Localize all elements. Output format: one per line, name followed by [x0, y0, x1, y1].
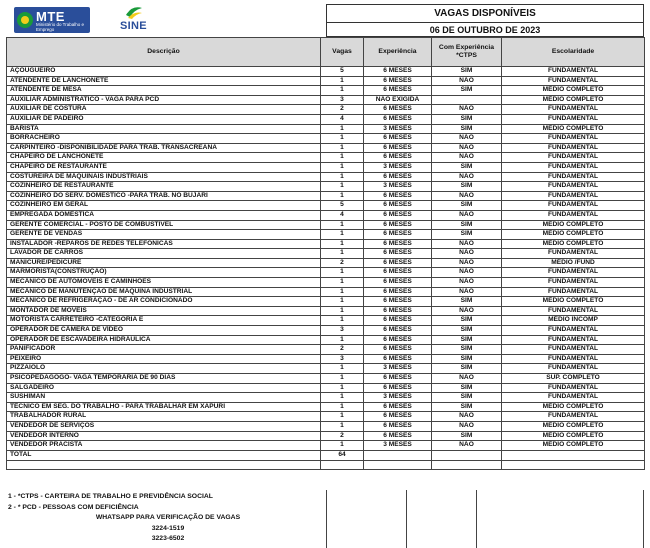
cell-vagas: 1 [321, 402, 364, 412]
cell-ctps: SIM [432, 326, 502, 336]
cell-descricao: CHAPEIRO DE LANCHONETE [7, 153, 321, 163]
cell-experiencia: 6 MESES [364, 220, 432, 230]
cell-experiencia: 6 MESES [364, 326, 432, 336]
cell-escolaridade: FUNDAMENTAL [502, 249, 645, 259]
cell-descricao: INSTALADOR -REPAROS DE REDES TELEFÔNICAS [7, 239, 321, 249]
cell-vagas: 1 [321, 383, 364, 393]
cell-ctps: NÃO [432, 421, 502, 431]
cell-ctps [432, 95, 502, 105]
column-header-experiencia: Experiência [364, 38, 432, 67]
table-row [7, 402, 645, 412]
cell-ctps: SIM [432, 86, 502, 96]
cell-escolaridade: FUNDAMENTAL [502, 287, 645, 297]
table-row [7, 268, 645, 278]
cell-experiencia: 3 MESES [364, 393, 432, 403]
cell-descricao: PIZZAIOLO [7, 364, 321, 374]
cell-vagas: 3 [321, 354, 364, 364]
cell-vagas: 1 [321, 86, 364, 96]
cell-escolaridade: MÉDIO COMPLETO [502, 220, 645, 230]
cell-descricao: MECÂNICO DE MANUTENÇÃO DE MÁQUINA INDUSTRIAL [7, 287, 321, 297]
mte-logo-text: MTE [36, 9, 65, 24]
cell-descricao: AUXILIAR DE COSTURA [7, 105, 321, 115]
cell-ctps: SIM [432, 230, 502, 240]
cell-escolaridade: MÉDIO COMPLETO [502, 124, 645, 134]
table-row [7, 239, 645, 249]
table-row [7, 105, 645, 115]
column-header-escolaridade: Escolaridade [502, 38, 645, 67]
cell-escolaridade: FUNDAMENTAL [502, 162, 645, 172]
cell-escolaridade: MÉDIO COMPLETO [502, 230, 645, 240]
cell-ctps: SIM [432, 220, 502, 230]
page-date: 06 DE OUTUBRO DE 2023 [327, 22, 643, 38]
cell-ctps: NÃO [432, 306, 502, 316]
blank-cell [321, 460, 364, 469]
cell-experiencia: 6 MESES [364, 412, 432, 422]
cell-escolaridade: FUNDAMENTAL [502, 268, 645, 278]
cell-experiencia: 6 MESES [364, 172, 432, 182]
cell-descricao: ATENDENTE DE LANCHONETE [7, 76, 321, 86]
cell-descricao: EMPREGADA DOMÉSTICA [7, 210, 321, 220]
sine-logo-text: SINE [120, 20, 147, 32]
cell-ctps: NÃO [432, 441, 502, 451]
table-row [7, 191, 645, 201]
cell-escolaridade: FUNDAMENTAL [502, 134, 645, 144]
table-row [7, 258, 645, 268]
cell-experiencia: 6 MESES [364, 134, 432, 144]
cell-vagas: 1 [321, 230, 364, 240]
cell-escolaridade: MÉDIO COMPLETO [502, 95, 645, 105]
cell-vagas: 4 [321, 114, 364, 124]
cell-descricao: SUSHIMAN [7, 393, 321, 403]
table-header-row [7, 38, 645, 67]
table-row [7, 297, 645, 307]
cell-ctps: NÃO [432, 287, 502, 297]
cell-ctps: SIM [432, 201, 502, 211]
cell-experiencia: 6 MESES [364, 114, 432, 124]
cell-ctps: SIM [432, 364, 502, 374]
page-title: VAGAS DISPONÍVEIS [434, 8, 536, 19]
cell-descricao: PANIFICADOR [7, 345, 321, 355]
cell-ctps: SIM [432, 431, 502, 441]
cell-descricao: OPERADOR DE CÂMERA DE VÍDEO [7, 326, 321, 336]
cell-vagas: 4 [321, 210, 364, 220]
total-empty-cell [432, 450, 502, 460]
cell-ctps: NÃO [432, 412, 502, 422]
cell-ctps: SIM [432, 402, 502, 412]
brazil-flag-icon [17, 12, 33, 28]
cell-experiencia: 6 MESES [364, 76, 432, 86]
cell-experiencia: 3 MESES [364, 441, 432, 451]
total-label: TOTAL [7, 450, 321, 460]
sine-logo [118, 5, 152, 37]
cell-experiencia: 6 MESES [364, 345, 432, 355]
cell-escolaridade: FUNDAMENTAL [502, 114, 645, 124]
cell-escolaridade: FUNDAMENTAL [502, 143, 645, 153]
cell-escolaridade: FUNDAMENTAL [502, 153, 645, 163]
cell-descricao: GERENTE DE VENDAS [7, 230, 321, 240]
cell-experiencia: 6 MESES [364, 258, 432, 268]
cell-ctps: NÃO [432, 249, 502, 259]
cell-descricao: BORRACHEIRO [7, 134, 321, 144]
cell-descricao: AUXILIAR DE PADEIRO [7, 114, 321, 124]
cell-experiencia: 6 MESES [364, 153, 432, 163]
cell-descricao: AUXILIAR ADMINISTRATICO - VAGA PARA PCD [7, 95, 321, 105]
cell-vagas: 1 [321, 287, 364, 297]
cell-experiencia: 6 MESES [364, 210, 432, 220]
cell-escolaridade: FUNDAMENTAL [502, 67, 645, 77]
cell-vagas: 1 [321, 153, 364, 163]
cell-ctps: SIM [432, 316, 502, 326]
cell-ctps: NÃO [432, 374, 502, 384]
cell-vagas: 1 [321, 76, 364, 86]
cell-experiencia: 6 MESES [364, 421, 432, 431]
cell-experiencia: 6 MESES [364, 201, 432, 211]
table-body [7, 67, 645, 451]
table-row [7, 354, 645, 364]
cell-ctps: NÃO [432, 239, 502, 249]
phone-1: 3224-1519 [151, 524, 185, 532]
mte-logo-subtext: Ministério do Trabalho e Emprego [36, 22, 85, 32]
cell-experiencia: 6 MESES [364, 316, 432, 326]
cell-ctps: NÃO [432, 268, 502, 278]
cell-experiencia: 6 MESES [364, 383, 432, 393]
footnote-ctps: 1 - *CTPS - CARTEIRA DE TRABALHO E PREVIDÊNCIA SOCIAL [8, 493, 213, 500]
cell-escolaridade: FUNDAMENTAL [502, 412, 645, 422]
cell-escolaridade: MÉDIO COMPLETO [502, 431, 645, 441]
sine-mark-icon [124, 5, 144, 19]
table-row [7, 162, 645, 172]
cell-descricao: GERENTE COMERCIAL - POSTO DE COMBUSTIVEL [7, 220, 321, 230]
cell-experiencia: 6 MESES [364, 105, 432, 115]
cell-ctps: SIM [432, 124, 502, 134]
cell-vagas: 1 [321, 182, 364, 192]
table-row [7, 441, 645, 451]
cell-experiencia: 6 MESES [364, 306, 432, 316]
cell-vagas: 2 [321, 105, 364, 115]
cell-ctps: NÃO [432, 191, 502, 201]
cell-experiencia: 3 MESES [364, 364, 432, 374]
cell-experiencia: 6 MESES [364, 249, 432, 259]
cell-experiencia: 6 MESES [364, 239, 432, 249]
cell-descricao: CHAPEIRO DE RESTAURANTE [7, 162, 321, 172]
cell-vagas: 2 [321, 345, 364, 355]
cell-descricao: VENDEDOR PRACISTA [7, 441, 321, 451]
cell-descricao: SALGADEIRO [7, 383, 321, 393]
cell-vagas: 1 [321, 393, 364, 403]
table-row [7, 220, 645, 230]
table-row [7, 86, 645, 96]
cell-escolaridade: FUNDAMENTAL [502, 182, 645, 192]
top-bar [6, 4, 644, 37]
table-row [7, 287, 645, 297]
column-header-ctps: Com Experiência *CTPS [432, 38, 502, 67]
cell-descricao: CARPINTEIRO -DISPONIBILIDADE PARA TRAB. TRANSACREANA [7, 143, 321, 153]
cell-ctps: SIM [432, 182, 502, 192]
cell-experiencia: 6 MESES [364, 143, 432, 153]
blank-cell [432, 460, 502, 469]
cell-vagas: 1 [321, 134, 364, 144]
cell-vagas: 1 [321, 297, 364, 307]
cell-ctps: SIM [432, 393, 502, 403]
cell-descricao: TRABALHADOR RURAL [7, 412, 321, 422]
cell-escolaridade: FUNDAMENTAL [502, 335, 645, 345]
table-row [7, 316, 645, 326]
table-row [7, 143, 645, 153]
cell-escolaridade: FUNDAMENTAL [502, 306, 645, 316]
cell-escolaridade: FUNDAMENTAL [502, 76, 645, 86]
cell-experiencia: 6 MESES [364, 335, 432, 345]
cell-ctps: NÃO [432, 210, 502, 220]
column-header-descricao: Descrição [7, 38, 321, 67]
cell-ctps: SIM [432, 114, 502, 124]
table-row [7, 421, 645, 431]
cell-vagas: 3 [321, 326, 364, 336]
cell-vagas: 5 [321, 201, 364, 211]
cell-ctps: NÃO [432, 76, 502, 86]
cell-escolaridade: FUNDAMENTAL [502, 354, 645, 364]
cell-escolaridade: MÉDIO INCOMP [502, 316, 645, 326]
table-row [7, 67, 645, 77]
table-row [7, 210, 645, 220]
cell-escolaridade: MÉDIO /FUND [502, 258, 645, 268]
cell-ctps: NÃO [432, 258, 502, 268]
total-empty-cell [364, 450, 432, 460]
cell-escolaridade: FUNDAMENTAL [502, 345, 645, 355]
cell-ctps: SIM [432, 335, 502, 345]
cell-experiencia: 3 MESES [364, 182, 432, 192]
table-row [7, 76, 645, 86]
cell-escolaridade: FUNDAMENTAL [502, 191, 645, 201]
cell-escolaridade: MÉDIO COMPLETO [502, 402, 645, 412]
cell-descricao: MARMORISTA(CONSTRUÇÃO) [7, 268, 321, 278]
cell-escolaridade: MÉDIO COMPLETO [502, 441, 645, 451]
cell-vagas: 1 [321, 162, 364, 172]
cell-vagas: 5 [321, 67, 364, 77]
cell-escolaridade: MÉDIO COMPLETO [502, 239, 645, 249]
cell-escolaridade: SUP. COMPLETO [502, 374, 645, 384]
cell-escolaridade: FUNDAMENTAL [502, 172, 645, 182]
cell-experiencia: 6 MESES [364, 354, 432, 364]
cell-descricao: COZINHEIRO EM GERAL [7, 201, 321, 211]
cell-escolaridade: FUNDAMENTAL [502, 210, 645, 220]
cell-vagas: 1 [321, 220, 364, 230]
table-row [7, 393, 645, 403]
cell-experiencia: 6 MESES [364, 374, 432, 384]
table-row [7, 431, 645, 441]
cell-escolaridade: FUNDAMENTAL [502, 393, 645, 403]
footnotes [6, 492, 644, 545]
cell-descricao: TÉCNICO EM SEG. DO TRABALHO - PARA TRABALHAR EM XAPURI [7, 402, 321, 412]
cell-escolaridade: FUNDAMENTAL [502, 383, 645, 393]
cell-ctps: NÃO [432, 134, 502, 144]
cell-vagas: 1 [321, 249, 364, 259]
cell-vagas: 1 [321, 421, 364, 431]
cell-descricao: BARISTA [7, 124, 321, 134]
cell-vagas: 1 [321, 278, 364, 288]
table-row [7, 134, 645, 144]
cell-escolaridade: FUNDAMENTAL [502, 201, 645, 211]
cell-experiencia: 6 MESES [364, 287, 432, 297]
cell-experiencia: 6 MESES [364, 191, 432, 201]
total-empty-cell [502, 450, 645, 460]
table-row [7, 153, 645, 163]
cell-experiencia: NÃO EXIGIDA [364, 95, 432, 105]
cell-descricao: PSICOPEDAGOGO- VAGA TEMPORÁRIA DE 90 DIAS [7, 374, 321, 384]
table-row [7, 182, 645, 192]
cell-ctps: NÃO [432, 143, 502, 153]
cell-descricao: COZINHEIRO DO SERV. DOMESTICO -PARA TRAB. NO BUJARI [7, 191, 321, 201]
cell-ctps: SIM [432, 162, 502, 172]
table-row [7, 374, 645, 384]
vacancy-table [6, 37, 645, 470]
table-row [7, 114, 645, 124]
cell-vagas: 1 [321, 364, 364, 374]
table-row [7, 326, 645, 336]
cell-experiencia: 6 MESES [364, 402, 432, 412]
table-row [7, 124, 645, 134]
phone-2: 3223-6502 [151, 535, 185, 542]
cell-experiencia: 3 MESES [364, 124, 432, 134]
cell-descricao: MONTADOR DE MÓVEIS [7, 306, 321, 316]
cell-vagas: 1 [321, 172, 364, 182]
table-row [7, 412, 645, 422]
table-row [7, 306, 645, 316]
cell-ctps: SIM [432, 354, 502, 364]
cell-ctps: NÃO [432, 153, 502, 163]
cell-experiencia: 6 MESES [364, 431, 432, 441]
table-row [7, 172, 645, 182]
cell-descricao: MECÂNICO DE REFRIGERAÇÃO - DE AR CONDICIONADO [7, 297, 321, 307]
cell-escolaridade: FUNDAMENTAL [502, 326, 645, 336]
cell-ctps: NÃO [432, 172, 502, 182]
blank-cell [7, 460, 321, 469]
vacancy-sheet [6, 4, 644, 542]
table-row [7, 249, 645, 259]
table-row [7, 345, 645, 355]
cell-experiencia: 6 MESES [364, 86, 432, 96]
blank-row [7, 460, 645, 469]
cell-experiencia: 6 MESES [364, 278, 432, 288]
table-row [7, 278, 645, 288]
cell-descricao: LAVADOR DE CARROS [7, 249, 321, 259]
cell-vagas: 1 [321, 268, 364, 278]
cell-escolaridade: MÉDIO COMPLETO [502, 297, 645, 307]
cell-vagas: 1 [321, 191, 364, 201]
cell-vagas: 3 [321, 95, 364, 105]
cell-descricao: PEIXEIRO [7, 354, 321, 364]
table-row [7, 335, 645, 345]
cell-descricao: MOTORISTA CARRETEIRO -CATEGORIA E [7, 316, 321, 326]
cell-vagas: 1 [321, 306, 364, 316]
cell-ctps: NÃO [432, 105, 502, 115]
cell-vagas: 1 [321, 143, 364, 153]
cell-descricao: VENDEDOR INTERNO [7, 431, 321, 441]
whatsapp-label: WHATSAPP PARA VERIFICAÇÃO DE VAGAS [95, 514, 241, 521]
cell-ctps: SIM [432, 297, 502, 307]
table-row [7, 201, 645, 211]
cell-descricao: MANICURE/PEDICURE [7, 258, 321, 268]
cell-vagas: 1 [321, 239, 364, 249]
cell-descricao: VENDEDOR DE SERVIÇOS [7, 421, 321, 431]
cell-ctps: SIM [432, 383, 502, 393]
cell-vagas: 2 [321, 431, 364, 441]
cell-descricao: OPERADOR DE ESCAVADEIRA HIDRÁULICA [7, 335, 321, 345]
table-row [7, 230, 645, 240]
cell-vagas: 1 [321, 335, 364, 345]
column-header-vagas: Vagas [321, 38, 364, 67]
cell-vagas: 1 [321, 412, 364, 422]
cell-experiencia: 3 MESES [364, 162, 432, 172]
cell-escolaridade: FUNDAMENTAL [502, 364, 645, 374]
cell-vagas: 1 [321, 441, 364, 451]
cell-experiencia: 6 MESES [364, 297, 432, 307]
cell-escolaridade: MÉDIO COMPLETO [502, 421, 645, 431]
cell-vagas: 2 [321, 258, 364, 268]
table-row [7, 383, 645, 393]
blank-cell [502, 460, 645, 469]
footnote-pcd: 2 - * PCD - PESSOAS COM DEFICIÊNCIA [8, 503, 139, 511]
cell-experiencia: 6 MESES [364, 67, 432, 77]
cell-descricao: AÇOUGUEIRO [7, 67, 321, 77]
cell-descricao: COSTUREIRA DE MÁQUINAIS INDUSTRIAIS [7, 172, 321, 182]
mte-logo [14, 7, 90, 33]
cell-experiencia: 6 MESES [364, 268, 432, 278]
cell-ctps: SIM [432, 67, 502, 77]
cell-vagas: 1 [321, 374, 364, 384]
table-row [7, 95, 645, 105]
cell-escolaridade: FUNDAMENTAL [502, 278, 645, 288]
cell-escolaridade: FUNDAMENTAL [502, 105, 645, 115]
cell-ctps: SIM [432, 345, 502, 355]
cell-experiencia: 6 MESES [364, 230, 432, 240]
cell-vagas: 1 [321, 316, 364, 326]
cell-vagas: 1 [321, 124, 364, 134]
total-value: 64 [321, 450, 364, 460]
cell-descricao: COZINHEIRO DE RESTAURANTE [7, 182, 321, 192]
cell-descricao: ATENDENTE DE MESA [7, 86, 321, 96]
cell-descricao: MECÂNICO DE AUTOMÓVEIS E CAMINHÕES [7, 278, 321, 288]
cell-ctps: NÃO [432, 278, 502, 288]
blank-cell [364, 460, 432, 469]
cell-escolaridade: MÉDIO COMPLETO [502, 86, 645, 96]
table-row [7, 364, 645, 374]
total-row [7, 450, 645, 460]
header-box [326, 4, 644, 37]
